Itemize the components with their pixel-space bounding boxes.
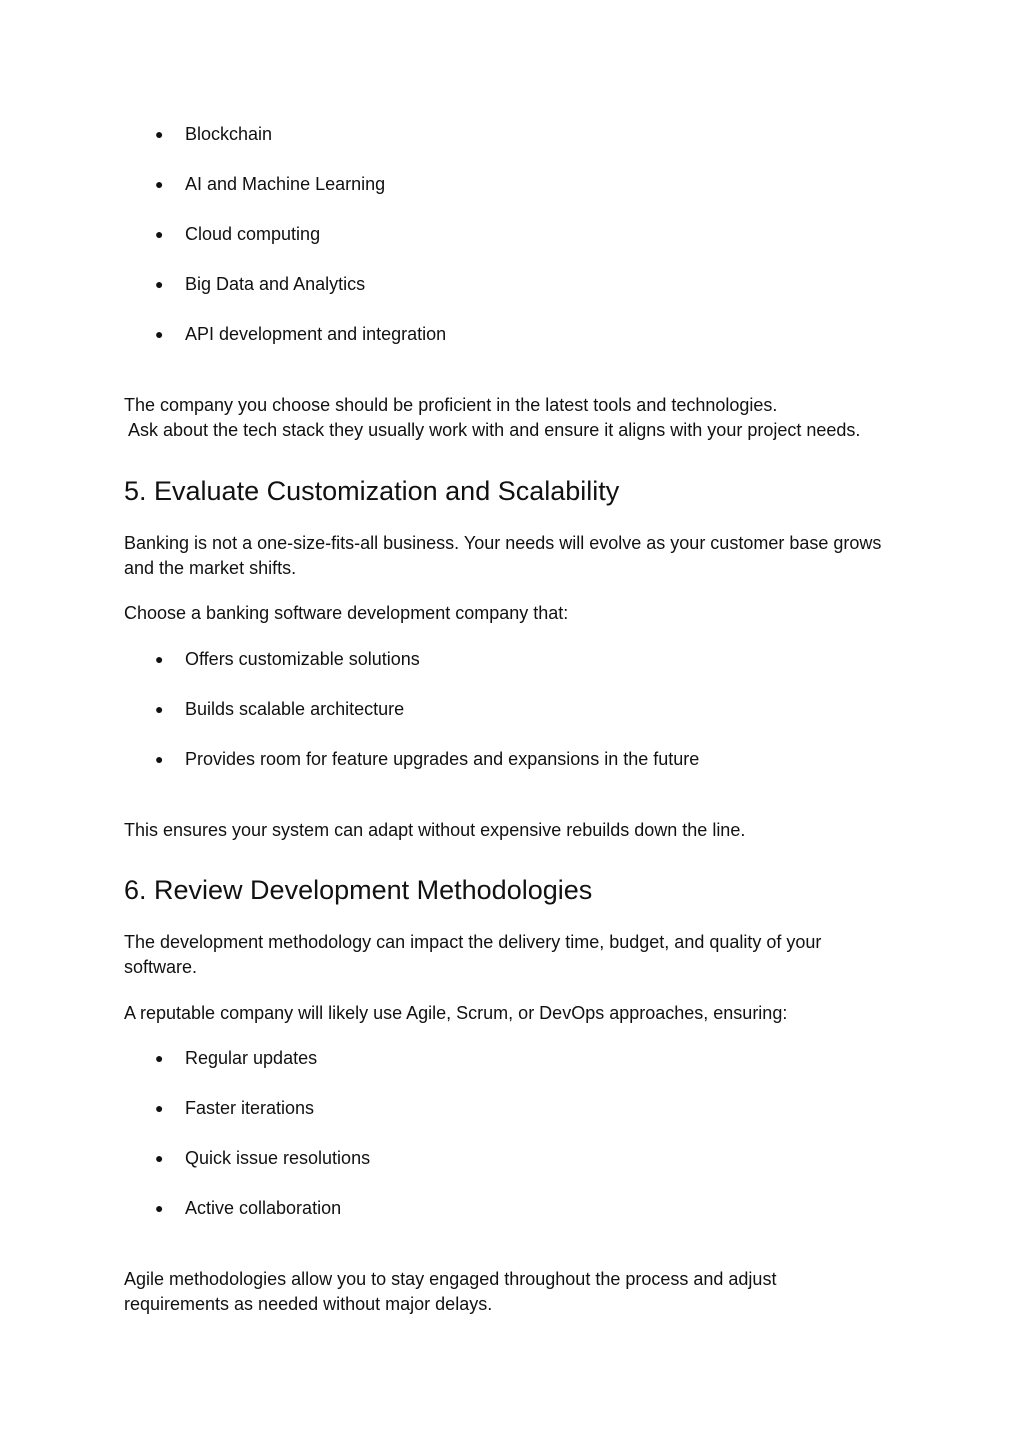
list-item [124, 172, 914, 196]
bullet-icon: ● [155, 1100, 164, 1116]
list-item [124, 1096, 914, 1120]
list-item [124, 1196, 914, 1220]
list-item-text: Faster iterations [185, 1098, 315, 1118]
list-item-text: Big Data and Analytics [185, 274, 366, 294]
list-item [124, 747, 914, 771]
list-item [124, 322, 914, 346]
bullet-icon: ● [155, 1150, 164, 1166]
section-5-heading: 5. Evaluate Customization and Scalability [124, 476, 620, 506]
list-item-text: Quick issue resolutions [185, 1148, 371, 1168]
list-item [124, 697, 914, 721]
section-6-heading: 6. Review Development Methodologies [124, 875, 593, 905]
list-item-text: Builds scalable architecture [185, 699, 405, 719]
section-5-paragraph-2: Choose a banking software development company that: [124, 603, 569, 623]
list-item-text: Blockchain [185, 124, 273, 144]
list-item-text: API development and integration [185, 324, 447, 344]
list-item-text: Regular updates [185, 1048, 318, 1068]
list-item [124, 1046, 914, 1070]
list-item-text: Offers customizable solutions [185, 649, 420, 669]
section-6-paragraph-3: Agile methodologies allow you to stay engaged throughout the process and adjust requirements as needed without major delays. [124, 1269, 777, 1314]
list-item [124, 122, 914, 146]
list-item-text: Cloud computing [185, 224, 321, 244]
tech-paragraph [124, 393, 924, 443]
section-6-list [124, 1046, 914, 1220]
list-item [124, 647, 914, 671]
tech-paragraph-line-1: The company you choose should be proficient in the latest tools and technologies. [124, 395, 778, 415]
list-item-text: Provides room for feature upgrades and expansions in the future [185, 749, 700, 769]
bullet-icon: ● [155, 326, 164, 342]
bullet-icon: ● [155, 126, 164, 142]
bullet-icon: ● [155, 226, 164, 242]
tech-list [124, 122, 914, 346]
section-5-paragraph-3: This ensures your system can adapt without expensive rebuilds down the line. [124, 820, 746, 840]
section-6-paragraph-2: A reputable company will likely use Agile, Scrum, or DevOps approaches, ensuring: [124, 1003, 788, 1023]
bullet-icon: ● [155, 1050, 164, 1066]
section-5-paragraph-1: Banking is not a one-size-fits-all business. Your needs will evolve as your customer base grows and the market shifts. [124, 533, 882, 578]
section-6-paragraph-1: The development methodology can impact the delivery time, budget, and quality of your software. [124, 932, 822, 977]
bullet-icon: ● [155, 176, 164, 192]
list-item [124, 222, 914, 246]
bullet-icon: ● [155, 276, 164, 292]
tech-paragraph-line-2: Ask about the tech stack they usually work with and ensure it aligns with your project needs. [124, 420, 861, 440]
bullet-icon: ● [155, 701, 164, 717]
list-item [124, 272, 914, 296]
section-5-list [124, 647, 914, 771]
bullet-icon: ● [155, 651, 164, 667]
bullet-icon: ● [155, 751, 164, 767]
list-item [124, 1146, 914, 1170]
list-item-text: Active collaboration [185, 1198, 342, 1218]
list-item-text: AI and Machine Learning [185, 174, 386, 194]
bullet-icon: ● [155, 1200, 164, 1216]
